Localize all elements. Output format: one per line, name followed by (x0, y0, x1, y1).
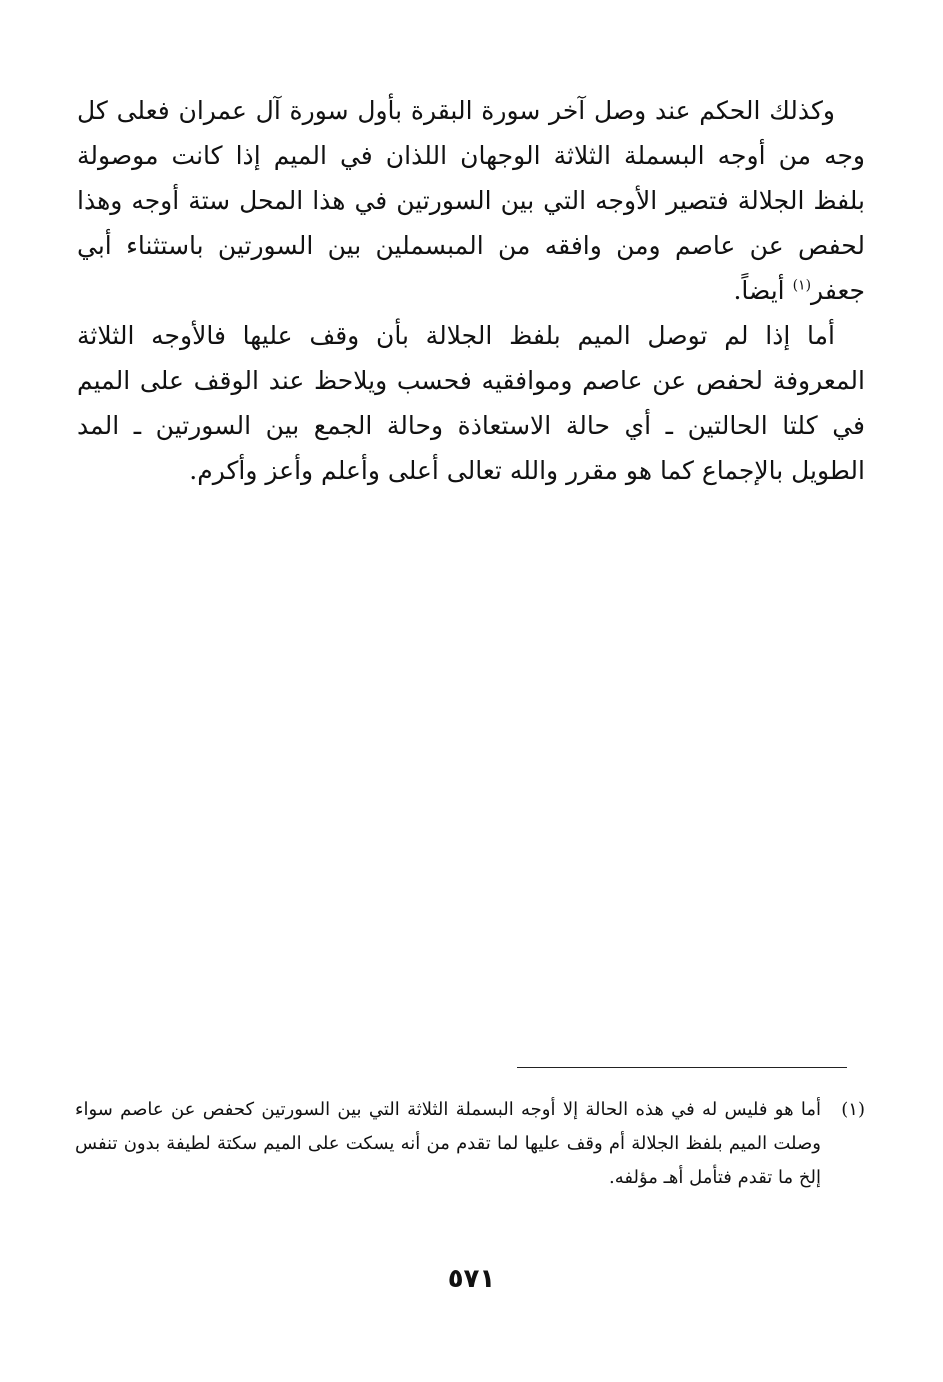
paragraph-2: أما إذا لم توصل الميم بلفظ الجلالة بأن وقف عليها فالأوجه الثلاثة المعروفة لحفص عن عاصم وموافقيه فحسب ويلاحظ عند الوقف على الميم في كلتا الحالتين ـ أي حالة الاستعاذة وحالة الجمع بين السورتين ـ المد الطويل بالإجماع كما هو مقرر والله تعالى أعلى وأعلم وأعز وأكرم. (77, 321, 865, 485)
footnote (75, 1093, 865, 1195)
paragraph-1-ending: أيضاً. (733, 276, 793, 305)
main-text (77, 88, 865, 493)
footnote-text: أما هو فليس له في هذه الحالة إلا أوجه البسملة الثلاثة التي بين السورتين كحفص عن عاصم سواء وصلت الميم بلفظ الجلالة أم وقف عليها لما تقدم من أنه يسكت على الميم سكتة لطيفة بدون تنفس إلخ ما تقدم فتأمل أهـ مؤلفه. (75, 1099, 821, 1188)
footnote-reference[interactable]: (١) (792, 277, 812, 294)
footnote-divider (517, 1067, 847, 1068)
paragraph-1 (77, 88, 865, 313)
footnote-marker: (١) (841, 1099, 865, 1120)
page-number: ٥٧١ (447, 1264, 496, 1294)
paragraph-1-text: وكذلك الحكم عند وصل آخر سورة البقرة بأول سورة آل عمران فعلى كل وجه من أوجه البسملة الثلاثة الوجهان اللذان في الميم إذا كانت موصولة بلفظ الجلالة فتصير الأوجه التي بين السورتين في هذا المحل ستة أوجه وهذا لحفص عن عاصم ومن وافقه من المبسملين بين السورتين باستثناء أبي جعفر (77, 96, 865, 305)
